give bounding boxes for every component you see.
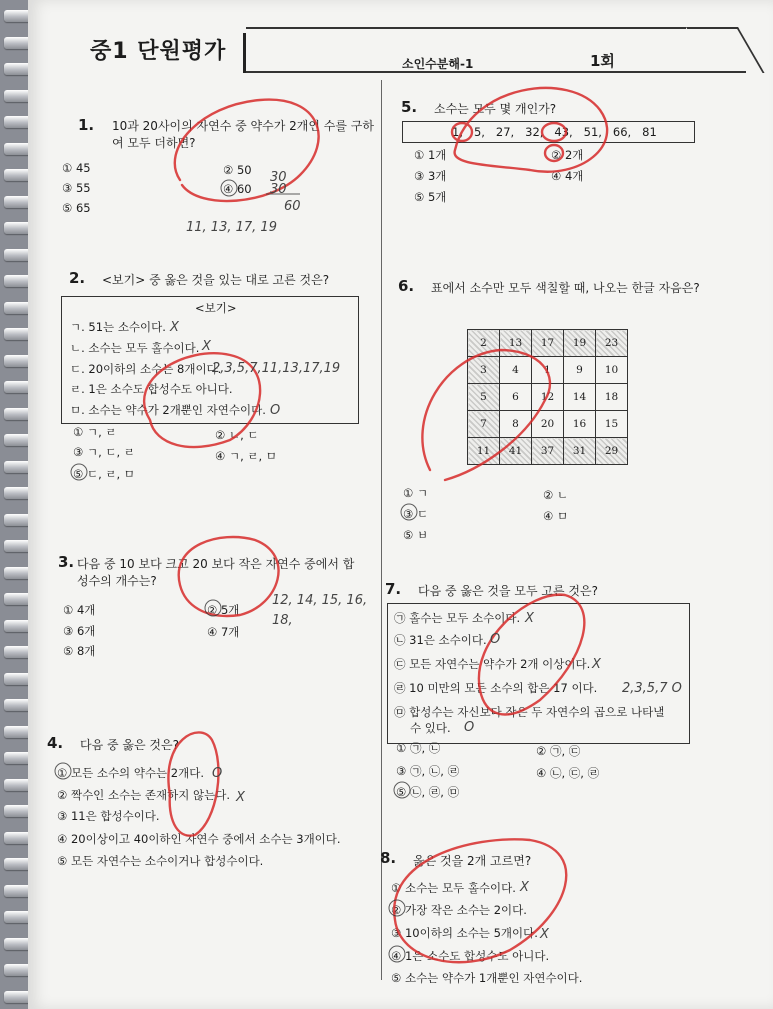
page-title: 중1 단원평가	[90, 39, 227, 64]
q3-work-2: 18,	[272, 613, 293, 628]
q7-text: 다음 중 옳은 것을 모두 고른 것은?	[418, 584, 598, 598]
grid-cell: 37	[532, 438, 564, 465]
q7-box-line-4: ㉣ 10 미만의 모든 소수의 합은 17 이다.	[394, 681, 598, 695]
q4-option-3[interactable]: ③ 11은 합성수이다.	[57, 809, 160, 823]
q3-option-3[interactable]: ③ 6개	[63, 624, 96, 638]
q1-number: 1.	[78, 116, 95, 134]
q5-text: 소수는 모두 몇 개인가?	[434, 102, 557, 116]
q2-text: <보기> 중 옳은 것을 있는 대로 고른 것은?	[102, 273, 330, 287]
q5-option-5[interactable]: ⑤ 5개	[414, 190, 447, 204]
q7-mark-2: O	[490, 632, 501, 647]
q8-mark-1: X	[520, 880, 529, 895]
q7-box-line-1: ㉠ 홀수는 모두 소수이다.	[394, 611, 521, 625]
grid-cell: 20	[532, 411, 564, 438]
q4-mark-2: X	[236, 790, 245, 805]
q1-text: 10과 20사이의 자연수 중 약수가 2개인 수를 구하여 모두 더하면?	[112, 119, 374, 150]
q8-text: 옳은 것을 2개 고르면?	[413, 854, 532, 868]
q1-option-1[interactable]: ① 45	[62, 161, 91, 175]
q1-work-4: 11, 13, 17, 19	[186, 220, 277, 235]
q1-option-5[interactable]: ⑤ 65	[62, 201, 91, 215]
grid-cell: 13	[500, 330, 532, 357]
q2-option-1[interactable]: ① ㄱ, ㄹ	[73, 425, 117, 439]
q7-box-line-2: ㉡ 31은 소수이다.	[394, 633, 487, 647]
q8-option-3[interactable]: ③ 10이하의 소수는 5개이다.	[391, 926, 538, 940]
q2-box-line-4: ㄹ. 1은 소수도 합성수도 아니다.	[70, 382, 233, 396]
q7-mark-1: X	[525, 611, 534, 626]
q1-work-3: 60	[284, 199, 301, 214]
q7-mark-5: O	[464, 720, 475, 735]
q4-option-4[interactable]: ④ 20이상이고 40이하인 자연수 중에서 소수는 3개이다.	[57, 832, 341, 846]
grid-cell: 3	[468, 357, 500, 384]
q3-option-2[interactable]: ② 5개	[207, 603, 240, 617]
q2-number: 2.	[69, 269, 86, 287]
q3-option-4[interactable]: ④ 7개	[207, 625, 240, 639]
q6-number-grid	[467, 329, 628, 465]
grid-cell: 18	[596, 384, 628, 411]
q8-mark-3: X	[540, 927, 549, 942]
q6-option-2[interactable]: ② ㄴ	[543, 488, 569, 502]
q7-option-1[interactable]: ① ㉠, ㉡	[396, 741, 441, 755]
q3-option-1[interactable]: ① 4개	[63, 603, 96, 617]
grid-cell: 1	[532, 357, 564, 384]
q1-option-3[interactable]: ③ 55	[62, 181, 91, 195]
q8-option-4[interactable]: ④ 1은 소수도 합성수도 아니다.	[391, 949, 550, 963]
q2-box-line-2: ㄴ. 소수는 모두 홀수이다.	[70, 341, 200, 355]
q7-option-3[interactable]: ③ ㉠, ㉡, ㉣	[396, 764, 460, 778]
column-divider	[381, 80, 382, 980]
q6-option-4[interactable]: ④ ㅁ	[543, 509, 569, 523]
q2-option-4[interactable]: ④ ㄱ, ㄹ, ㅁ	[215, 449, 277, 463]
q7-box-line-6: 수 있다.	[410, 721, 451, 735]
q5-option-4[interactable]: ④ 4개	[551, 169, 584, 183]
q5-numbers: 1, 5, 27, 32, 43, 51, 66, 81	[452, 125, 657, 139]
q8-option-1[interactable]: ① 소수는 모두 홀수이다.	[391, 881, 516, 895]
grid-cell: 15	[596, 411, 628, 438]
q7-number: 7.	[385, 580, 402, 598]
q6-option-5[interactable]: ⑤ ㅂ	[403, 528, 429, 542]
q2-mark-5: O	[270, 403, 281, 418]
grid-cell: 4	[500, 357, 532, 384]
q4-option-5[interactable]: ⑤ 모든 자연수는 소수이거나 합성수이다.	[57, 854, 264, 868]
q3-number: 3.	[58, 553, 75, 571]
q2-box-line-3: ㄷ. 20이하의 소수는 8개이다.	[70, 362, 222, 376]
q7-option-4[interactable]: ④ ㉡, ㉢, ㉣	[536, 766, 600, 780]
q2-mark-1: X	[170, 320, 179, 335]
q4-option-2[interactable]: ② 짝수인 소수는 존재하지 않는다.	[57, 788, 231, 802]
round-label: 1회	[590, 52, 615, 70]
q1-work-1: 30	[270, 170, 287, 185]
grid-cell: 31	[564, 438, 596, 465]
grid-cell: 41	[500, 438, 532, 465]
q1-option-4[interactable]: ④ 60	[223, 182, 252, 196]
grid-cell: 7	[468, 411, 500, 438]
q4-option-1[interactable]: ① 모든 소수의 약수는 2개다.	[57, 766, 204, 780]
q1-work-2: 30	[270, 182, 287, 197]
grid-cell: 9	[564, 357, 596, 384]
q3-option-5[interactable]: ⑤ 8개	[63, 644, 96, 658]
q2-option-3[interactable]: ③ ㄱ, ㄷ, ㄹ	[73, 445, 135, 459]
q5-option-3[interactable]: ③ 3개	[414, 169, 447, 183]
grid-row	[468, 357, 628, 384]
q6-number: 6.	[398, 277, 415, 295]
q2-option-5[interactable]: ⑤ ㄷ, ㄹ, ㅁ	[73, 467, 135, 481]
q2-work-primes: 2,3,5,7,11,13,17,19	[212, 361, 341, 376]
q8-number: 8.	[380, 849, 397, 867]
grid-cell: 19	[564, 330, 596, 357]
q5-number: 5.	[401, 98, 418, 116]
header-divider	[243, 33, 246, 73]
grid-cell: 29	[596, 438, 628, 465]
q6-option-1[interactable]: ① ㄱ	[403, 486, 429, 500]
q7-mark-3: X	[592, 657, 601, 672]
grid-row	[468, 438, 628, 465]
q8-option-5[interactable]: ⑤ 소수는 약수가 1개뿐인 자연수이다.	[391, 971, 583, 985]
q5-option-2[interactable]: ② 2개	[551, 148, 584, 162]
header-bottom-rule	[246, 71, 746, 73]
header-top-rule	[246, 27, 686, 29]
q2-box-line-5: ㅁ. 소수는 약수가 2개뿐인 자연수이다.	[70, 403, 266, 417]
grid-row	[468, 384, 628, 411]
grid-cell: 6	[500, 384, 532, 411]
q6-option-3[interactable]: ③ ㄷ	[403, 507, 429, 521]
grid-row	[468, 411, 628, 438]
q2-mark-2: X	[202, 339, 211, 354]
q2-box-title: <보기>	[195, 301, 237, 315]
q7-work-4: 2,3,5,7 O	[622, 681, 682, 696]
q7-option-2[interactable]: ② ㉠, ㉢	[536, 744, 581, 758]
q4-number: 4.	[47, 734, 64, 752]
grid-cell: 14	[564, 384, 596, 411]
grid-cell: 2	[468, 330, 500, 357]
q7-box-line-3: ㉢ 모든 자연수는 약수가 2개 이상이다.	[394, 657, 591, 671]
grid-cell: 17	[532, 330, 564, 357]
grid-cell: 23	[596, 330, 628, 357]
q1-option-2[interactable]: ② 50	[223, 163, 252, 177]
unit-label: 소인수분해-1	[402, 57, 474, 71]
q2-box-line-1: ㄱ. 51는 소수이다.	[70, 320, 166, 334]
q3-text: 다음 중 10 보다 크고 20 보다 작은 자연수 중에서 합성수의 개수는?	[77, 557, 355, 588]
q5-option-1[interactable]: ① 1개	[414, 148, 447, 162]
q8-option-2[interactable]: ② 가장 작은 소수는 2이다.	[391, 903, 527, 917]
grid-cell: 16	[564, 411, 596, 438]
grid-row	[468, 330, 628, 357]
grid-cell: 5	[468, 384, 500, 411]
q7-option-5[interactable]: ⑤ ㉡, ㉣, ㉤	[396, 785, 460, 799]
q3-work-1: 12, 14, 15, 16,	[272, 593, 368, 608]
grid-cell: 8	[500, 411, 532, 438]
q4-text: 다음 중 옳은 것은?	[80, 738, 179, 752]
q7-box-line-5: ㉤ 합성수는 자신보다 작은 두 자연수의 곱으로 나타낼	[394, 705, 665, 719]
grid-cell: 10	[596, 357, 628, 384]
grid-cell: 11	[468, 438, 500, 465]
q2-option-2[interactable]: ② ㄴ, ㄷ	[215, 428, 259, 442]
q6-text: 표에서 소수만 모두 색칠할 때, 나오는 한글 자음은?	[431, 281, 700, 295]
q4-mark-1: O	[212, 766, 223, 781]
grid-cell: 12	[532, 384, 564, 411]
